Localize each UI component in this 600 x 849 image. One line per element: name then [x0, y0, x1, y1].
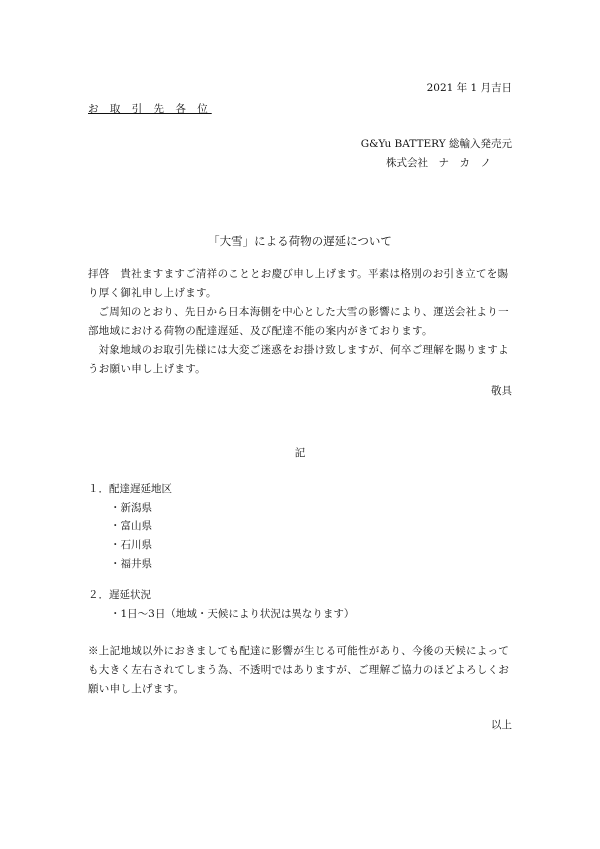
sender-name: 株式会社 ナ カ ノ — [386, 157, 491, 169]
section1-heading: １．配達遅延地区 — [88, 483, 172, 495]
sender-company: G&Yu BATTERY 総輸入発売元 — [360, 138, 512, 150]
end-ijou: 以上 — [491, 719, 512, 731]
closing-keigu: 敬具 — [491, 385, 512, 397]
body-paragraph-1: 拝啓 貴社ますますご清祥のこととお慶び申し上げます。平素は格別のお引き立てを賜り厚く御礼申し上げます。 — [88, 268, 509, 299]
region-item: ・富山県 — [110, 520, 152, 532]
region-item: ・新潟県 — [110, 502, 152, 514]
recipient-line: お 取 引 先 各 位 — [88, 103, 212, 115]
section2-heading: ２．遅延状況 — [88, 589, 151, 601]
ki-heading: 記 — [294, 447, 306, 459]
delay-status-item: ・1日～3日（地域・天候により状況は異なります） — [110, 608, 355, 620]
body-paragraph-3: 対象地域のお取引先様には大変ご迷惑をお掛け致しますが、何卒ご理解を賜りますようお願い申し上げます。 — [88, 344, 509, 375]
region-item: ・石川県 — [110, 539, 152, 551]
document-date: 2021 年 1 月吉日 — [426, 82, 512, 94]
body-paragraph-2: ご周知のとおり、先日から日本海側を中心とした大雪の影響により、運送会社より一部地域における荷物の配達遅延、及び配達不能の案内がきております。 — [88, 306, 509, 337]
note-paragraph: ※上記地域以外におきましても配達に影響が生じる可能性があり、今後の天候によっても大きく左右されてしまう為、不透明ではありますが、ご理解ご協力のほどよろしくお願い申し上げます。 — [88, 645, 510, 695]
document-title: 「大雪」による荷物の遅延について — [208, 234, 392, 248]
region-item: ・福井県 — [110, 558, 152, 570]
